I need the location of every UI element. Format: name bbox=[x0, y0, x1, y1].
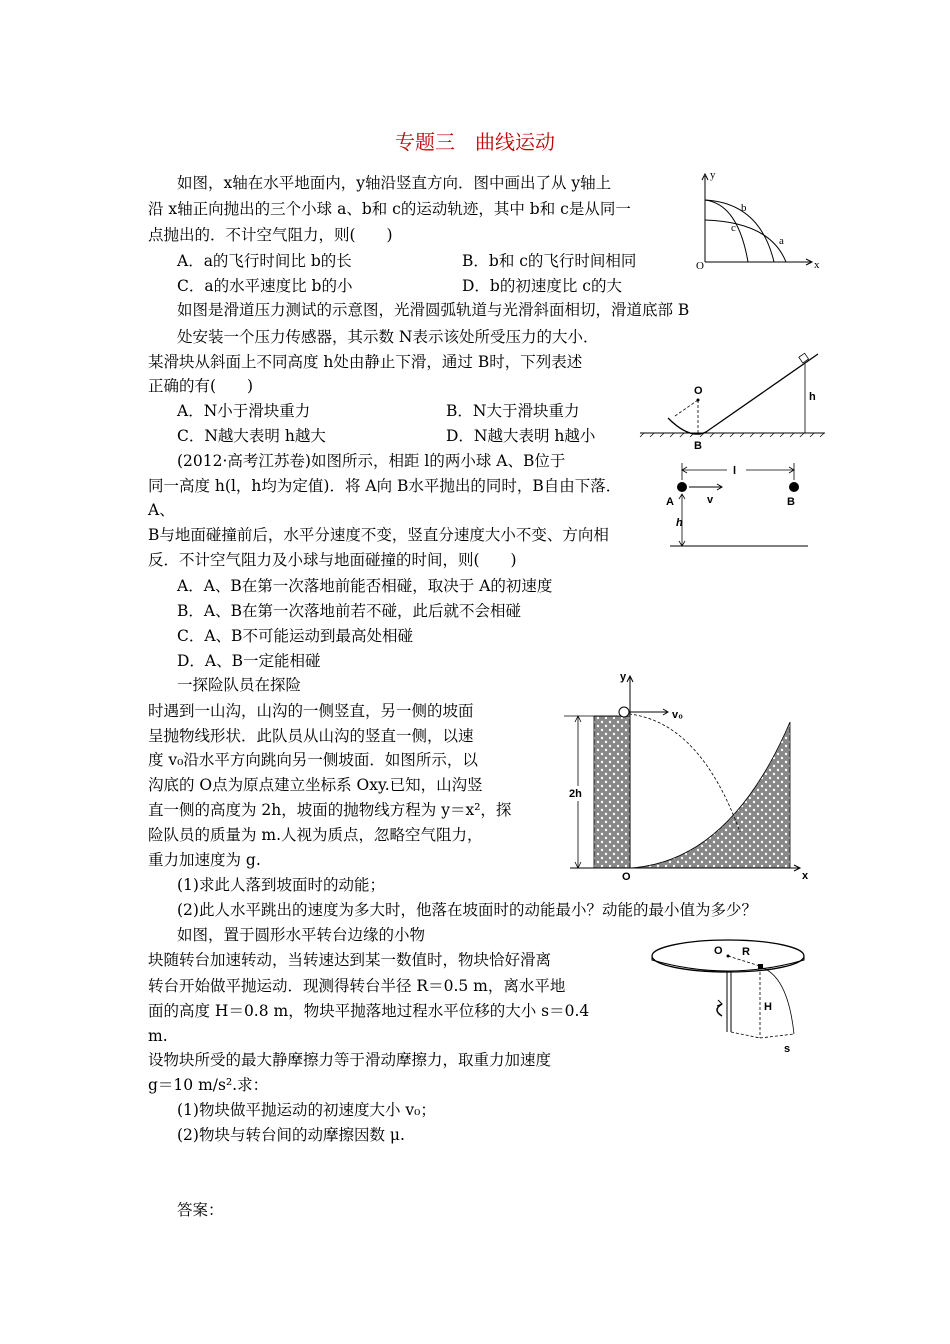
q1-fig-b-label: b bbox=[741, 202, 747, 214]
q1-line-3: 点抛出的．不计空气阻力，则( ) bbox=[148, 226, 393, 244]
q5-line-1: 如图，置于圆形水平转台边缘的小物 bbox=[177, 926, 426, 944]
q4-fig-x-label: x bbox=[802, 870, 809, 882]
q5-fig-s-label: s bbox=[784, 1043, 791, 1055]
q4-fig-y-label: y bbox=[620, 671, 627, 683]
q1-option-b: B．b和 c的飞行时间相同 bbox=[462, 252, 637, 270]
q3-option-d: D．A、B一定能相碰 bbox=[177, 652, 321, 670]
q4-line-2: 时遇到一山沟，山沟的一侧竖直，另一侧的坡面 bbox=[148, 702, 474, 720]
q2-line-4: 正确的有( ) bbox=[148, 377, 254, 395]
q4-line-4: 度 v₀沿水平方向跳向另一侧坡面．如图所示，以 bbox=[148, 751, 478, 769]
q3-fig-b-label: B bbox=[787, 496, 795, 508]
q1-line-2: 沿 x轴正向抛出的三个小球 a、b和 c的运动轨迹，其中 b和 c是从同一 bbox=[148, 200, 631, 218]
q5-fig-r-label: R bbox=[742, 946, 750, 958]
q3-option-c: C．A、B不可能运动到最高处相碰 bbox=[177, 627, 413, 645]
q3-line-1: (2012·高考江苏卷)如图所示，相距 l的两小球 A、B位于 bbox=[177, 452, 566, 470]
q2-line-2: 处安装一个压力传感器，其示数 N表示该处所受压力的大小． bbox=[177, 328, 599, 346]
q2-line-1: 如图是滑道压力测试的示意图，光滑圆弧轨道与光滑斜面相切，滑道底部 B bbox=[177, 301, 690, 319]
q5-line-4: 面的高度 H＝0.8 m，物块平抛落地过程水平位移的大小 s＝0.4 bbox=[148, 1002, 590, 1020]
q2-option-a: A．N小于滑块重力 bbox=[177, 402, 311, 420]
q5-sub-2: (2)物块与转台间的动摩擦因数 μ. bbox=[177, 1126, 405, 1144]
q2-fig-h-label: h bbox=[809, 391, 816, 403]
q3-line-4: B与地面碰撞前后，水平分速度不变，竖直分速度大小不变、方向相 bbox=[148, 526, 609, 544]
q5-line-2: 块随转台加速转动，当转速达到某一数值时，物块恰好滑离 bbox=[148, 951, 552, 969]
q1-figure-trajectories bbox=[690, 170, 820, 270]
q5-fig-h-label: H bbox=[764, 1001, 772, 1013]
q2-line-3: 某滑块从斜面上不同高度 h处由静止下滑，通过 B时，下列表述 bbox=[148, 353, 583, 371]
q3-fig-v-label: v bbox=[707, 494, 714, 506]
q4-sub-1: (1)求此人落到坡面时的动能； bbox=[177, 876, 385, 894]
q1-fig-origin-label: O bbox=[696, 260, 704, 272]
q4-line-7: 险队员的质量为 m.人视为质点，忽略空气阻力， bbox=[148, 826, 483, 844]
q4-fig-o-label: O bbox=[622, 871, 631, 883]
q3-option-a: A．A、B在第一次落地前能否相碰，取决于 A的初速度 bbox=[177, 577, 553, 595]
q4-fig-2h-label: 2h bbox=[569, 788, 582, 800]
q4-fig-v0-label: v₀ bbox=[672, 709, 684, 721]
q2-fig-b-label: B bbox=[694, 440, 702, 452]
q1-fig-c-label: c bbox=[731, 222, 736, 234]
q1-option-d: D．b的初速度比 c的大 bbox=[462, 277, 622, 295]
q2-option-b: B．N大于滑块重力 bbox=[446, 402, 580, 420]
q5-figure-turntable bbox=[648, 934, 808, 1056]
q4-figure-ravine bbox=[560, 672, 810, 884]
q4-line-3: 呈抛物线形状．此队员从山沟的竖直一侧，以速 bbox=[148, 727, 474, 745]
q4-line-1: 一探险队员在探险 bbox=[177, 676, 302, 694]
q1-fig-y-label: y bbox=[710, 169, 716, 181]
q1-option-a: A．a的飞行时间比 b的长 bbox=[177, 252, 352, 270]
q2-figure-slide-track bbox=[640, 350, 830, 450]
q4-line-8: 重力加速度为 g. bbox=[148, 851, 261, 869]
q2-option-d: D．N越大表明 h越小 bbox=[446, 427, 596, 445]
q1-fig-a-label: a bbox=[779, 235, 784, 247]
q5-sub-1: (1)物块做平抛运动的初速度大小 v₀； bbox=[177, 1101, 436, 1119]
q5-line-3: 转台开始做平抛运动．现测得转台半径 R＝0.5 m，离水平地 bbox=[148, 977, 566, 995]
q2-fig-o-label: O bbox=[694, 385, 703, 397]
q1-line-1: 如图，x轴在水平地面内，y轴沿竖直方向．图中画出了从 y轴上 bbox=[177, 174, 612, 192]
q2-option-c: C．N越大表明 h越大 bbox=[177, 427, 326, 445]
q3-line-2: 同一高度 h(l，h均为定值)．将 A向 B水平抛出的同时，B自由下落． bbox=[148, 477, 622, 495]
q3-fig-h-label: h bbox=[676, 517, 683, 529]
q3-line-3: A、 bbox=[148, 501, 175, 519]
q3-option-b: B．A、B在第一次落地前若不碰，此后就不会相碰 bbox=[177, 602, 521, 620]
q5-fig-o-label: O bbox=[714, 945, 723, 957]
q4-line-5: 沟底的 O点为原点建立坐标系 Oxy.已知，山沟竖 bbox=[148, 776, 483, 794]
q5-line-6: 设物块所受的最大静摩擦力等于滑动摩擦力，取重力加速度 bbox=[148, 1051, 552, 1069]
q4-sub-2: (2)此人水平跳出的速度为多大时，他落在坡面时的动能最小？动能的最小值为多少？ bbox=[177, 901, 757, 919]
q3-fig-a-label: A bbox=[666, 496, 674, 508]
page-title: 专题三 曲线运动 bbox=[395, 130, 555, 154]
q1-fig-x-label: x bbox=[814, 259, 820, 271]
q5-line-7: g＝10 m/s².求： bbox=[148, 1076, 269, 1094]
answer-label: 答案： bbox=[177, 1201, 224, 1219]
q5-line-5: m. bbox=[148, 1027, 168, 1045]
q3-figure-two-balls bbox=[660, 458, 810, 550]
q3-line-5: 反．不计空气阻力及小球与地面碰撞的时间，则( ) bbox=[148, 551, 517, 569]
q1-option-c: C．a的水平速度比 b的小 bbox=[177, 277, 353, 295]
q3-fig-l-label: l bbox=[733, 465, 737, 477]
q4-line-6: 直一侧的高度为 2h，坡面的抛物线方程为 y＝x²，探 bbox=[148, 801, 512, 819]
